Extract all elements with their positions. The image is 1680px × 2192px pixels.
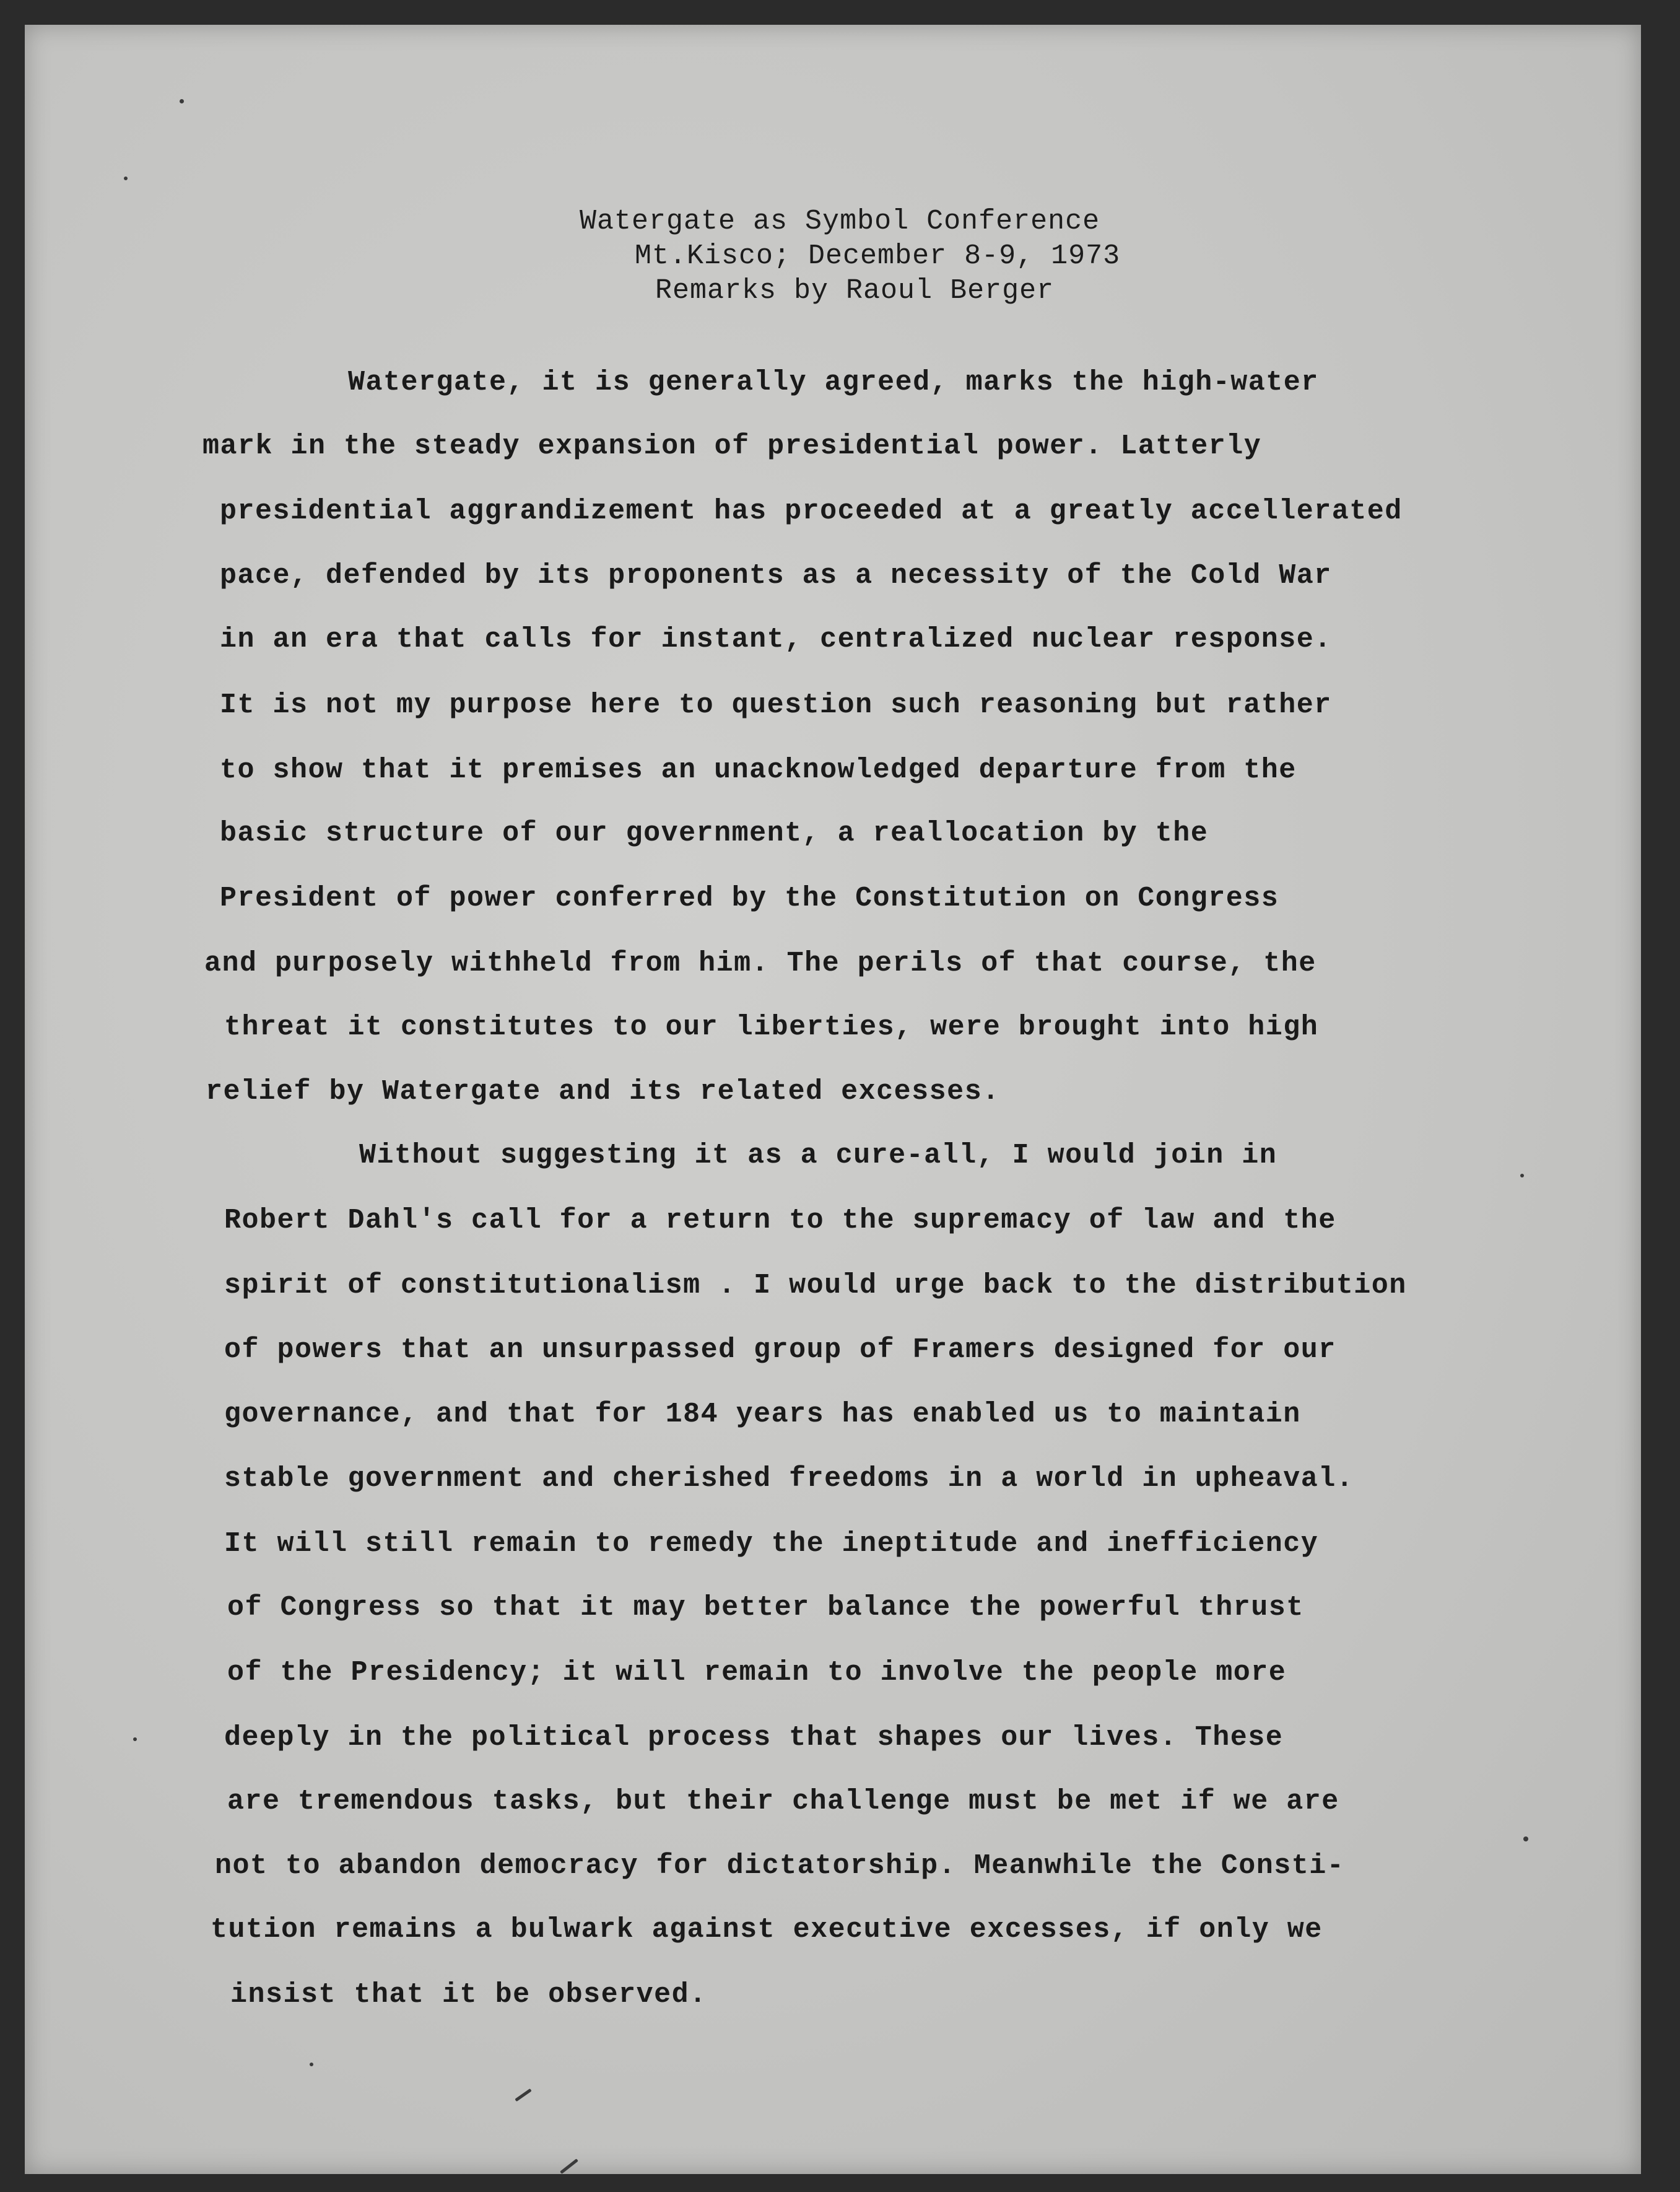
paragraph-2-line: of powers that an unsurpassed group of Framers designed for our: [224, 1334, 1336, 1366]
paragraph-1-line: in an era that calls for instant, centralized nuclear response.: [220, 624, 1332, 655]
paragraph-1-line: and purposely withheld from him. The perils of that course, the: [204, 948, 1317, 979]
speck-mark: [133, 1737, 137, 1741]
speck-mark: [310, 2063, 313, 2066]
paragraph-2-line: Robert Dahl's call for a return to the supremacy of law and the: [224, 1205, 1336, 1236]
paragraph-1-line: to show that it premises an unacknowledged departure from the: [220, 754, 1297, 786]
speck-mark: [560, 2159, 578, 2174]
paragraph-1-line: threat it constitutes to our liberties, were brought into high: [224, 1011, 1319, 1043]
paragraph-1-line: Watergate, it is generally agreed, marks the high-water: [348, 367, 1319, 398]
paragraph-1-line: President of power conferred by the Constitution on Congress: [220, 883, 1279, 914]
location-date: Mt.Kisco; December 8-9, 1973: [635, 240, 1121, 272]
paragraph-2-line: stable government and cherished freedoms in a world in upheaval.: [224, 1463, 1354, 1495]
document-page: [25, 25, 1641, 2174]
speck-mark: [124, 177, 128, 180]
paragraph-2-line: It will still remain to remedy the ineptitude and inefficiency: [224, 1528, 1319, 1560]
speck-mark: [1523, 1836, 1528, 1841]
paragraph-2-line: governance, and that for 184 years has enabled us to maintain: [224, 1399, 1301, 1430]
paragraph-2-line: tution remains a bulwark against executive excesses, if only we: [211, 1914, 1323, 1945]
paragraph-1-line: relief by Watergate and its related excesses.: [206, 1076, 1000, 1107]
speck-mark: [1520, 1174, 1524, 1177]
paragraph-2-line: spirit of constitutionalism . I would urge back to the distribution: [224, 1270, 1407, 1301]
paragraph-1-line: presidential aggrandizement has proceeded at a greatly accellerated: [220, 496, 1403, 527]
paragraph-2-line: not to abandon democracy for dictatorship. Meanwhile the Consti-: [215, 1850, 1345, 1882]
paragraph-2-line: insist that it be observed.: [230, 1979, 707, 2011]
paragraph-1-line: pace, defended by its proponents as a necessity of the Cold War: [220, 560, 1332, 592]
paragraph-2-line: Without suggesting it as a cure-all, I would join in: [359, 1140, 1277, 1171]
speck-mark: [180, 99, 184, 103]
paragraph-2-line: deeply in the political process that shapes our lives. These: [224, 1722, 1284, 1753]
byline: Remarks by Raoul Berger: [655, 275, 1055, 307]
conference-title: Watergate as Symbol Conference: [580, 206, 1100, 237]
speck-mark: [515, 2089, 531, 2102]
paragraph-1-line: basic structure of our government, a reallocation by the: [220, 818, 1209, 849]
paragraph-1-line: It is not my purpose here to question such reasoning but rather: [220, 689, 1332, 721]
paragraph-1-line: mark in the steady expansion of presidential power. Latterly: [202, 430, 1262, 462]
paragraph-2-line: of Congress so that it may better balance the powerful thrust: [227, 1592, 1304, 1623]
paragraph-2-line: of the Presidency; it will remain to involve the people more: [227, 1657, 1287, 1688]
paragraph-2-line: are tremendous tasks, but their challenge must be met if we are: [227, 1786, 1339, 1817]
